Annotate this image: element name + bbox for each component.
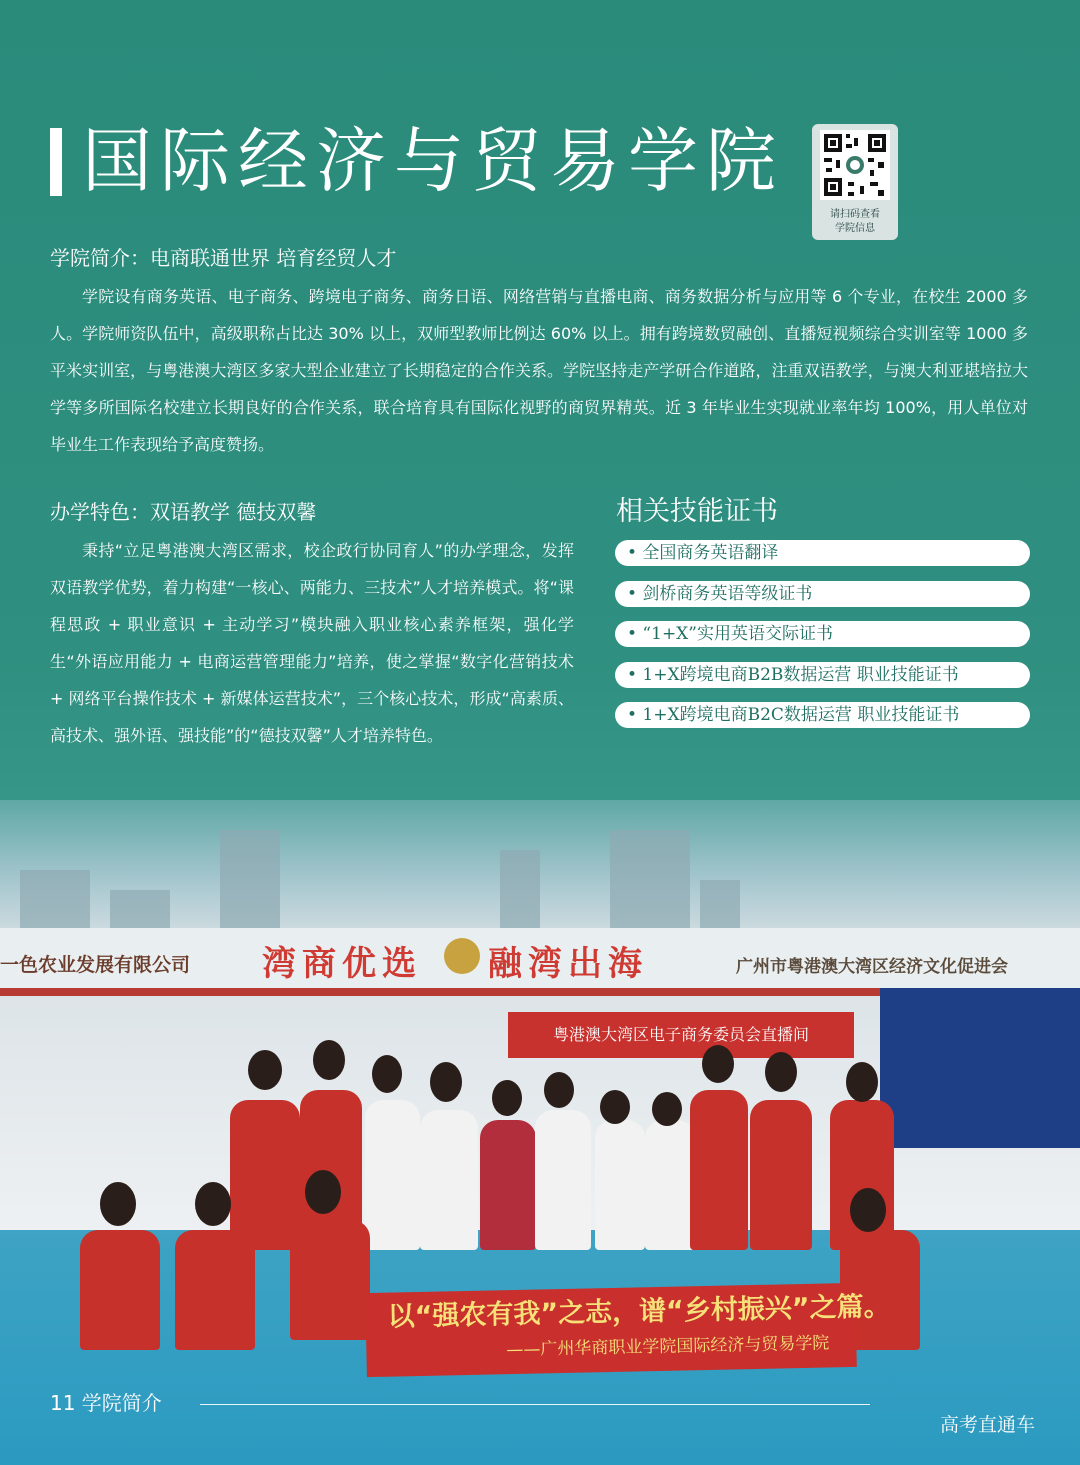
person bbox=[480, 1120, 536, 1250]
person-head bbox=[600, 1090, 630, 1124]
footer-divider bbox=[200, 1404, 870, 1405]
person bbox=[690, 1090, 748, 1250]
person-head bbox=[846, 1062, 878, 1102]
building-shape bbox=[610, 830, 690, 940]
qr-code-card[interactable] bbox=[812, 124, 898, 240]
certificate-item: • 剑桥商务英语等级证书 bbox=[615, 581, 1030, 607]
certificate-item: • 全国商务英语翻译 bbox=[615, 540, 1030, 566]
certificate-item: • “1+X”实用英语交际证书 bbox=[615, 621, 1030, 647]
banner-slogan: 以“强农有我”之志，谱“乡村振兴”之篇。 bbox=[387, 1291, 891, 1333]
banner-signature: ——广州华商职业学院国际经济与贸易学院 bbox=[506, 1333, 830, 1361]
booth-sign-text: 粤港澳大湾区电子商务委员会直播间 bbox=[552, 1025, 809, 1044]
title-accent-bar bbox=[50, 128, 62, 196]
page-title: 国际经济与贸易学院 bbox=[82, 120, 784, 202]
group-photo bbox=[0, 800, 1080, 1465]
booth-banner-left: 一色农业发展有限公司 bbox=[0, 954, 191, 976]
features-paragraph bbox=[50, 532, 574, 754]
booth-banner-slogan-right: 融湾出海 bbox=[488, 944, 648, 984]
intro-text: 学院设有商务英语、电子商务、跨境电子商务、商务日语、网络营销与直播电商、商务数据分析与应用等 6 个专业，在校生 2000 多人。学院师资队伍中，高级职称占比达 30% 以上，双师型教师比例达 60% 以上。拥有跨境数贸融创、直播短视频综合实训室等 1000 多平米实训室，与粤港澳大湾区多家大型企业建立了长期稳定的合作关系。学院坚持走产学研合作道路，注重双语教学，与澳大利亚堪培拉大学等多所国际名校建立长期良好的合作关系，联合培育具有国际化视野的商贸界精英。近 3 年毕业生实现就业率年均 100%，用人单位对毕业生工作表现给予高度赞扬。 bbox=[50, 287, 1028, 454]
qr-code-icon bbox=[820, 130, 890, 200]
person-head bbox=[850, 1188, 886, 1232]
person-head bbox=[313, 1040, 345, 1080]
person-head bbox=[195, 1182, 231, 1226]
certificates-list bbox=[615, 540, 1030, 743]
building-shape bbox=[220, 830, 280, 940]
qr-caption: 学院信息 bbox=[835, 223, 875, 234]
person bbox=[420, 1110, 478, 1250]
person-head bbox=[702, 1045, 734, 1083]
booth-banner-slogan-left: 湾商优选 bbox=[262, 944, 422, 984]
page-number-label: 11 学院简介 bbox=[50, 1391, 162, 1415]
person bbox=[175, 1230, 255, 1350]
person bbox=[80, 1230, 160, 1350]
certificate-item: • 1+X跨境电商B2C数据运营 职业技能证书 bbox=[615, 702, 1030, 728]
person bbox=[290, 1220, 370, 1340]
person bbox=[645, 1120, 695, 1250]
person bbox=[595, 1120, 645, 1250]
person-head bbox=[492, 1080, 522, 1116]
person-head bbox=[652, 1092, 682, 1126]
booth-logo bbox=[444, 938, 480, 974]
qr-caption: 请扫码查看 bbox=[830, 209, 880, 220]
person bbox=[535, 1110, 591, 1250]
person-head bbox=[765, 1052, 797, 1092]
person bbox=[365, 1100, 420, 1250]
person-head bbox=[248, 1050, 282, 1090]
booth-banner-right: 广州市粤港澳大湾区经济文化促进会 bbox=[736, 957, 1008, 977]
person-head bbox=[100, 1182, 136, 1226]
person-head bbox=[430, 1062, 462, 1102]
features-heading: 办学特色：双语教学 德技双馨 bbox=[50, 500, 317, 524]
person bbox=[230, 1100, 300, 1250]
certificate-item: • 1+X跨境电商B2B数据运营 职业技能证书 bbox=[615, 662, 1030, 688]
building-shape bbox=[500, 850, 540, 940]
certificates-heading: 相关技能证书 bbox=[616, 496, 778, 527]
features-text: 秉持“立足粤港澳大湾区需求，校企政行协同育人”的办学理念，发挥双语教学优势，着力构建“一核心、两能力、三技术”人才培养模式。将“课程思政 + 职业意识 + 主动学习”模块融入职业核心素养框架，强化学生“外语应用能力 + 电商运营管理能力”培养，使之掌握“数字化营销技术 + 网络平台操作技术 + 新媒体运营技术”，三个核心技术，形成“高素质、高技术、强外语、强技能”的“德技双馨”人才培养特色。 bbox=[50, 541, 574, 745]
blue-display-panel bbox=[880, 988, 1080, 1148]
person bbox=[750, 1100, 812, 1250]
person bbox=[300, 1090, 362, 1240]
person-head bbox=[305, 1170, 341, 1214]
booth-sign bbox=[508, 1012, 854, 1058]
watermark: 高考直通车 bbox=[940, 1414, 1036, 1436]
red-slogan-banner bbox=[365, 1283, 891, 1377]
intro-paragraph bbox=[50, 278, 1028, 463]
intro-heading: 学院简介：电商联通世界 培育经贸人才 bbox=[50, 246, 397, 270]
person-head bbox=[372, 1055, 402, 1093]
person-head bbox=[544, 1072, 574, 1108]
